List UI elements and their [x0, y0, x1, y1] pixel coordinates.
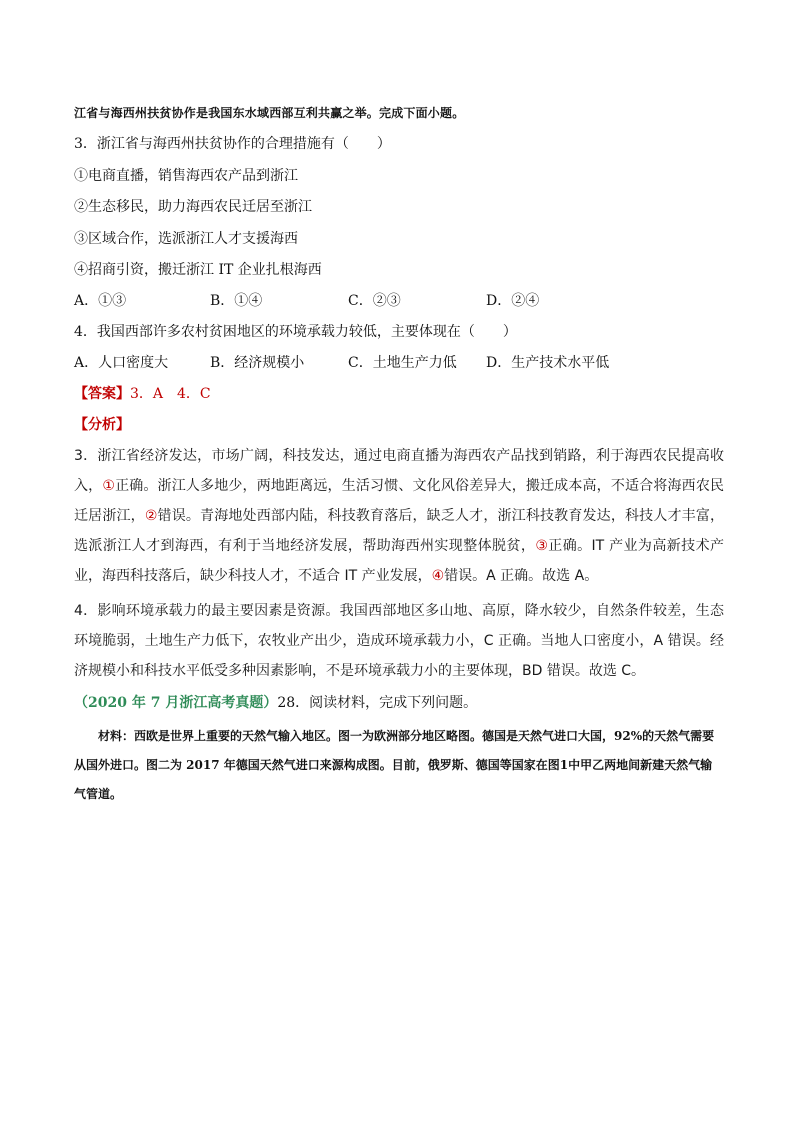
marker-4: ④ — [431, 568, 445, 584]
question-3-item-3: ③区域合作，选派浙江人才支援海西 — [74, 231, 298, 247]
question-3-item-1: ①电商直播，销售海西农产品到浙江 — [74, 168, 298, 184]
option-b: B．经济规模小 — [210, 355, 305, 371]
option-a: A．人口密度大 — [74, 355, 169, 371]
option-b: B．①④ — [210, 293, 263, 309]
question-4-stem: 4．我国西部许多农村贫困地区的环境承载力较低，主要体现在（ ） — [74, 324, 517, 340]
intro-text: 江省与海西州扶贫协作是我国东水域西部互利共赢之举。完成下面小题。 — [74, 106, 465, 120]
question-28-source: （2020 年 7 月浙江高考真题） — [74, 695, 278, 711]
answer-line — [74, 383, 211, 403]
option-d: D．生产技术水平低 — [486, 355, 610, 371]
answer-tag: 【答案】 — [74, 386, 130, 402]
marker-2: ② — [144, 508, 158, 524]
question-3-item-4: ④招商引资，搬迁浙江 IT 企业扎根海西 — [74, 262, 322, 278]
analysis-tag: 【分析】 — [74, 417, 130, 433]
question-3-item-2: ②生态移民，助力海西农民迁居至浙江 — [74, 199, 312, 215]
question-28-stem: 28．阅读材料，完成下列问题。 — [277, 695, 478, 711]
option-c: C．②③ — [348, 293, 401, 309]
analysis-3-text: 错误。A 正确。故选 A。 — [444, 568, 599, 584]
material-text: 材料：西欧是世界上重要的天然气输入地区。图一为欧洲部分地区略图。德国是天然气进口大国，92%的天然气需要从国外进口。图二为 2017 年德国天然气进口来源构成图。目前，俄罗斯、德国等国家在图1中甲乙两地间新建天然气输气管道。 — [74, 729, 715, 801]
marker-1: ① — [102, 478, 116, 494]
analysis-3 — [74, 441, 724, 591]
analysis-4 — [74, 596, 724, 686]
option-c: C．土地生产力低 — [348, 355, 457, 371]
marker-3: ③ — [535, 538, 549, 554]
question-28-line — [74, 692, 477, 712]
analysis-3-text: 3．浙江省经济发达，市场广阔，科技发达，通过电商直播为海西农产品找到销路，利于海西农民提高收入， — [74, 448, 724, 494]
analysis-3-text: 正确。IT 产业为高新技术产业，海西科技落后，缺少科技人才，不适合 IT 产业发展， — [74, 538, 724, 584]
analysis-4-text: 4．影响环境承载力的最主要因素是资源。我国西部地区多山地、高原，降水较少，自然条件较差，生态环境脆弱，土地生产力低下，农牧业产出少，造成环境承载力小，C 正确。当地人口密度小，A 错误。经济规模小和科技水平低受多种因素影响，不是环境承载力小的主要体现，BD 错误。故选 C。 — [74, 603, 724, 679]
analysis-3-text: 错误。青海地处西部内陆，科技教育落后，缺乏人才，浙江科技教育发达，科技人才丰富，选派浙江人才到海西，有利于当地经济发展，帮助海西州实现整体脱贫， — [74, 508, 724, 554]
question-3-stem: 3．浙江省与海西州扶贫协作的合理措施有（ ） — [74, 136, 391, 152]
option-a: A．①③ — [74, 293, 127, 309]
option-d: D．②④ — [486, 293, 540, 309]
answer-value: 3．A 4．C — [130, 386, 211, 402]
analysis-3-text: 正确。浙江人多地少，两地距离远，生活习惯、文化风俗差异大，搬迁成本高，不适合将海西农民迁居浙江， — [74, 478, 725, 524]
